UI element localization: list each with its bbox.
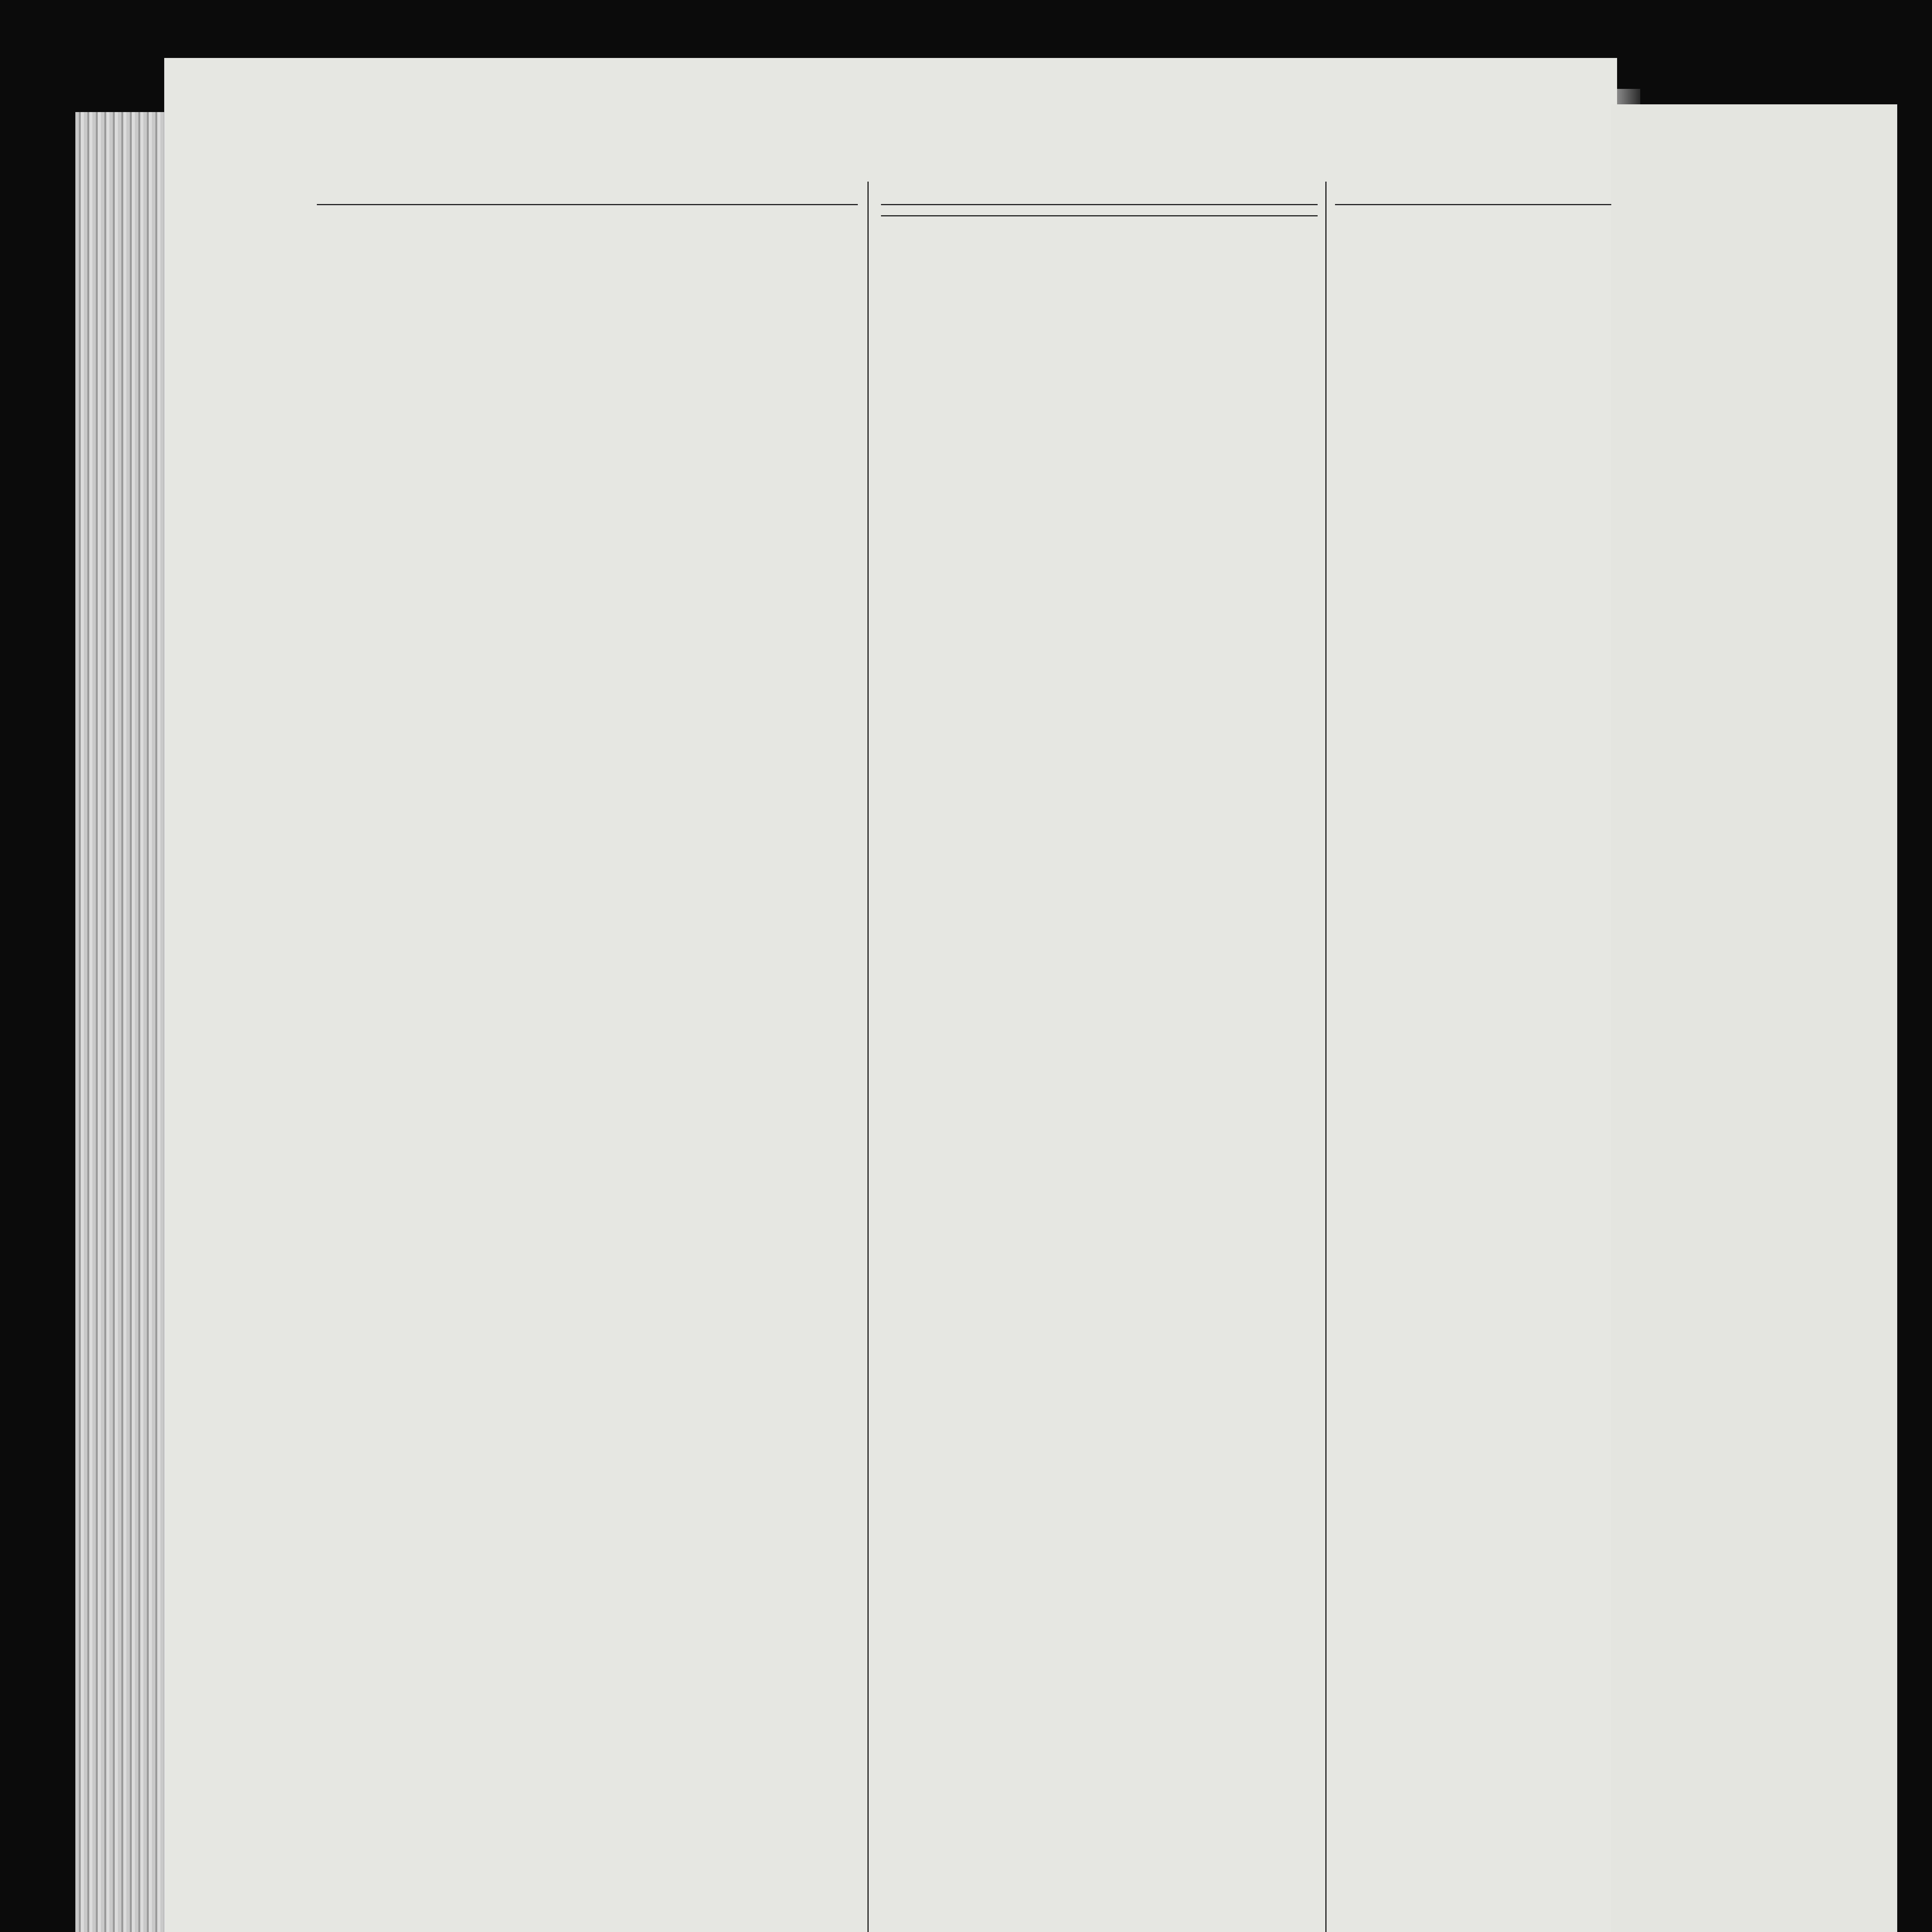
column-divider — [867, 182, 869, 1932]
newspaper-page-left — [164, 58, 1617, 1932]
column-2 — [881, 197, 1318, 226]
right-page-body — [1619, 1217, 1897, 1229]
section-heading-market-prices — [881, 215, 1318, 219]
column-divider — [1325, 182, 1327, 1932]
book-page-edges — [75, 112, 167, 1932]
section-heading-prague-report — [881, 204, 1318, 208]
column-1 — [317, 197, 858, 211]
newspaper-page-right — [1611, 104, 1897, 1932]
section-heading-commerce — [317, 204, 858, 208]
